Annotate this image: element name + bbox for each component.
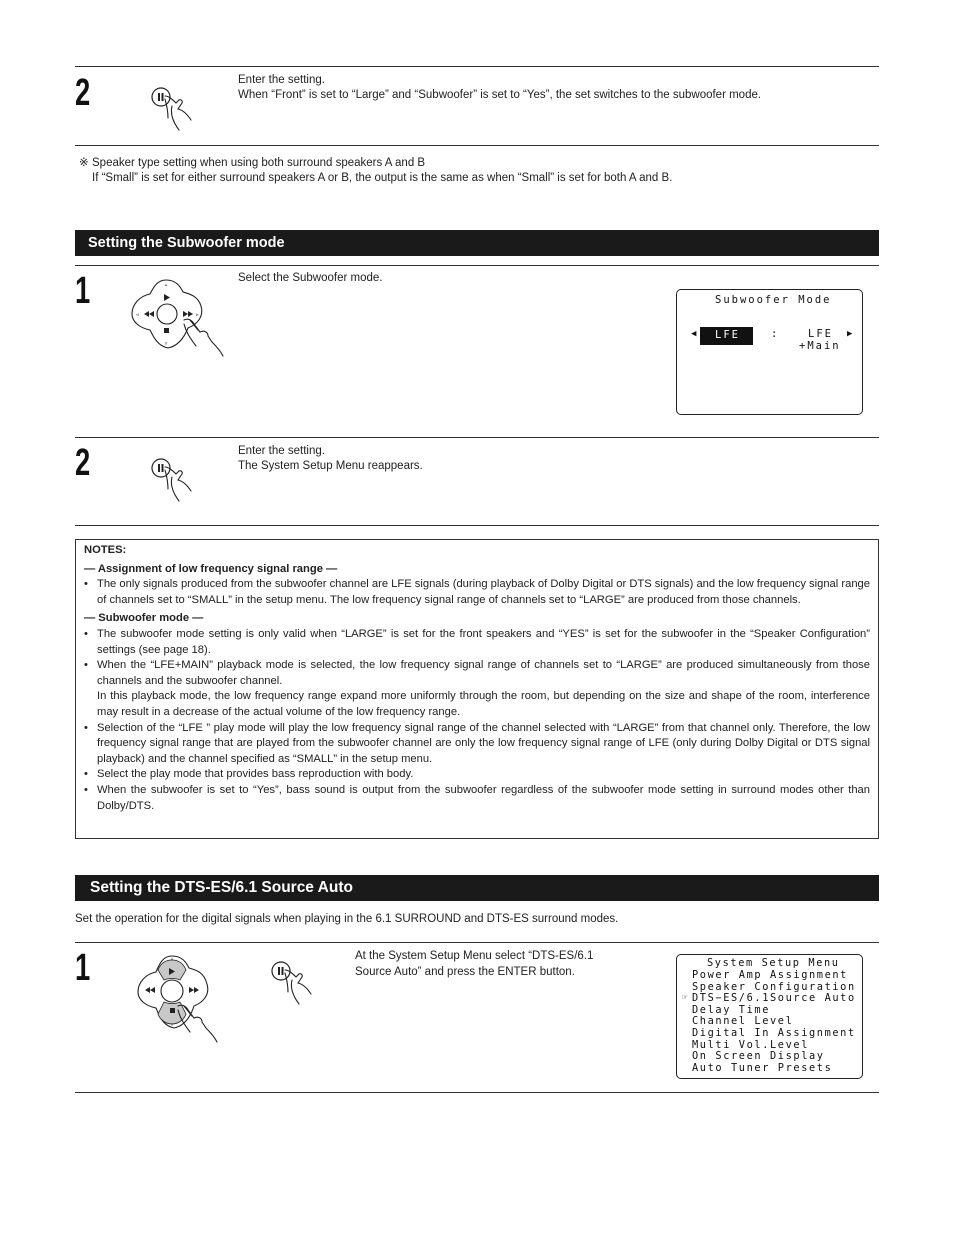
rule <box>75 942 879 943</box>
enter-button-press-icon <box>145 84 205 134</box>
step-text-line: At the System Setup Menu select “DTS-ES/6.1 <box>355 950 594 962</box>
note-line: Speaker type setting when using both surround speakers A and B <box>92 157 426 169</box>
notes-subheading: — Subwoofer mode — <box>84 612 204 625</box>
note-bullet: • The subwoofer mode setting is only valid when “LARGE” is set for the front speakers and “YES” is set for the subwoofer in the “Speaker Configuration” settings (see page 18). <box>84 627 870 658</box>
notes-box <box>75 539 879 839</box>
note-bullet: • When the subwoofer is set to “Yes”, bass sound is output from the subwoofer regardless of the subwoofer mode setting in surround modes other than Dolby/DTS. <box>84 783 870 814</box>
cursor-pad-press-icon <box>132 952 232 1044</box>
system-setup-menu-display <box>676 954 863 1079</box>
note-bullet-text: The subwoofer mode setting is only valid when “LARGE” is set for the front speakers and “YES” is set for the subwoofer in the “Speaker Configuration” settings (see page 18). <box>97 627 870 656</box>
note-bullet-text: When the subwoofer is set to “Yes”, bass sound is output from the subwoofer regardless of the subwoofer mode setting in surround modes other than Dolby/DTS. <box>97 783 870 812</box>
left-arrow-icon: ◀ <box>691 329 697 339</box>
menu-item: Multi Vol.Level <box>692 1038 809 1051</box>
cursor-pad-press-icon <box>128 276 228 358</box>
rule <box>75 437 879 438</box>
svg-text:▵: ▵ <box>170 956 174 962</box>
menu-item: Speaker Configuration <box>692 980 856 993</box>
enter-button-press-icon <box>145 455 205 505</box>
menu-item: On Screen Display <box>692 1050 825 1063</box>
note-bullet: • When the “LFE+MAIN” playback mode is selected, the low frequency signal range of channels set to “LARGE” are produced simultaneously from those channels and the subwoofer channel. <box>84 658 870 689</box>
option-line: +Main <box>799 340 841 352</box>
rule <box>75 525 879 526</box>
step-text-line: When “Front” is set to “Large” and “Subwoofer” is set to “Yes”, the set switches to the subwoofer mode. <box>238 89 762 101</box>
note-bullet-text: When the “LFE+MAIN” playback mode is selected, the low frequency signal range of channels set to “LARGE” are produced simultaneously from those channels and the subwoofer channel. <box>97 659 870 687</box>
notes-heading: NOTES: <box>84 544 127 556</box>
step-text-line: The System Setup Menu reappears. <box>238 460 423 472</box>
notes-subheading: — Assignment of low frequency signal range — <box>84 562 338 575</box>
menu-list <box>692 970 856 1074</box>
selected-value: LFE <box>700 327 753 345</box>
step-text-line: Select the Subwoofer mode. <box>238 272 383 284</box>
enter-button-press-icon <box>265 958 325 1008</box>
step-number: 2 <box>75 72 91 114</box>
note-bullet-text: Selection of the “LFE ” play mode will play the low frequency signal range of the channel selected with “LARGE” from that channel only. Therefore, the low frequency signal range that are played from the subwoofer channel are only the low frequency signal range of LFE (only during Dolby Digital or DTS signal playback) and the channel specified as “SMALL” in the setup menu. <box>97 721 870 765</box>
svg-text:▵: ▵ <box>164 282 168 288</box>
subwoofer-mode-display <box>676 289 863 415</box>
note-bullet: • Select the play mode that provides bass reproduction with body. <box>84 767 870 783</box>
menu-title: System Setup Menu <box>707 957 840 969</box>
svg-text:◃: ◃ <box>136 312 139 318</box>
section-title-subwoofer: Setting the Subwoofer mode <box>75 230 879 256</box>
menu-item: Auto Tuner Presets <box>692 1061 833 1074</box>
step-text-line: Source Auto” and press the ENTER button. <box>355 966 575 978</box>
option-line: LFE <box>808 328 833 340</box>
menu-item: Power Amp Assignment <box>692 969 848 981</box>
section-intro: Set the operation for the digital signals when playing in the 6.1 SURROUND and DTS-ES surround modes. <box>75 913 619 925</box>
step-number: 2 <box>75 442 91 484</box>
menu-item: Delay Time <box>692 1003 770 1016</box>
step-number: 1 <box>75 947 91 989</box>
display-title: Subwoofer Mode <box>715 294 832 306</box>
menu-item-selected: DTS−ES/6.1Source Auto <box>692 992 856 1005</box>
rule-top <box>75 66 879 67</box>
note-bullet-text: The only signals produced from the subwoofer channel are LFE signals (during playback of Dolby Digital or DTS signals) and the low frequency signal range of channels set to “SMALL” in the setup menu. The low frequency signal range of channels set to “LARGE” are produced from those channels. <box>97 578 870 606</box>
right-arrow-icon: ▶ <box>847 329 853 339</box>
note-line: If “Small” is set for either surround speakers A or B, the output is the same as when “Small” is set for both A and B. <box>92 172 673 184</box>
menu-item: Digital In Assignment <box>692 1026 856 1039</box>
note-bullet-text: Select the play mode that provides bass reproduction with body. <box>97 768 414 781</box>
svg-text:▿: ▿ <box>170 1022 174 1028</box>
svg-text:▿: ▿ <box>164 341 168 347</box>
step-text-line: Enter the setting. <box>238 74 325 86</box>
note-symbol: ※ <box>79 157 89 169</box>
note-bullet: • The only signals produced from the subwoofer channel are LFE signals (during playback of Dolby Digital or DTS signals) and the low frequency signal range of channels set to “SMALL” in the setup menu. The low frequency signal range of channels set to “LARGE” are produced from those channels. <box>84 577 870 608</box>
menu-cursor-icon: ☞ <box>682 993 688 1003</box>
rule <box>75 265 879 266</box>
rule <box>75 145 879 146</box>
note-bullet-continuation: In this playback mode, the low frequency range expand more uniformly through the room, but depending on the size and shape of the room, interference may result in a decrease of the actual volume of the low frequency range. <box>97 690 870 718</box>
section-title-dts: Setting the DTS-ES/6.1 Source Auto <box>75 875 879 901</box>
display-separator: : <box>771 328 780 340</box>
rule-bottom <box>75 1092 879 1093</box>
note-bullet: • Selection of the “LFE ” play mode will play the low frequency signal range of the channel selected with “LARGE” from that channel only. Therefore, the low frequency signal range that are played from the subwoofer channel are only the low frequency signal range of LFE (only during Dolby Digital or DTS signal playback) and the channel specified as “SMALL” in the setup menu. <box>84 721 870 768</box>
svg-text:▹: ▹ <box>196 312 199 318</box>
step-text-line: Enter the setting. <box>238 445 325 457</box>
menu-item: Channel Level <box>692 1015 794 1028</box>
step-number: 1 <box>75 270 91 312</box>
